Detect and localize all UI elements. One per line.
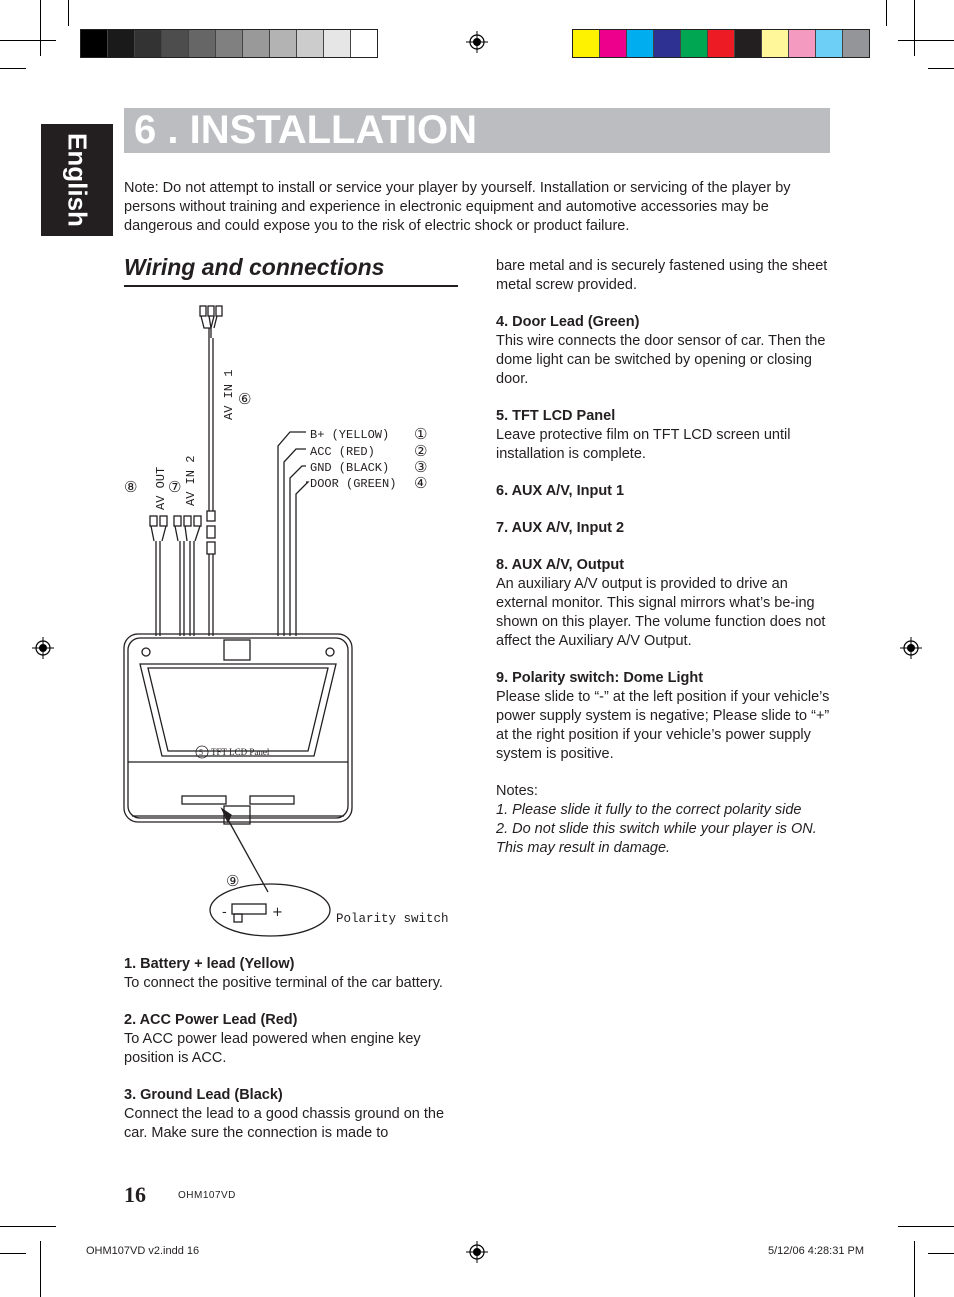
av-in2-label: AV IN 2 — [184, 455, 198, 506]
gray-swatch — [189, 30, 216, 57]
gray-swatch — [297, 30, 324, 57]
gray-swatch — [81, 30, 108, 57]
section-heading: Wiring and connections — [124, 254, 385, 280]
crop-mark — [886, 0, 887, 26]
page-title: 6 . INSTALLATION — [134, 108, 477, 152]
panel-callout-5: 5 — [199, 748, 203, 757]
item-1: 1. Battery + lead (Yellow) To connect the positive terminal of the car battery. — [124, 956, 443, 991]
crop-mark — [914, 1241, 915, 1297]
callout-7: ⑦ — [168, 478, 182, 496]
item-2: 2. ACC Power Lead (Red) To ACC power lead powered when engine key position is ACC. — [124, 1012, 421, 1066]
registration-mark-icon — [900, 637, 922, 659]
wire-label-green: DOOR (GREEN) — [310, 477, 397, 491]
model-number: OHM107VD — [178, 1190, 236, 1201]
title-bar — [124, 108, 830, 153]
wire-label-red: ACC (RED) — [310, 445, 375, 459]
gray-swatch — [108, 30, 135, 57]
crop-mark — [898, 40, 954, 41]
av-in1-label: AV IN 1 — [222, 369, 236, 420]
slug-file: OHM107VD v2.indd 16 — [86, 1245, 200, 1257]
color-swatch — [816, 30, 843, 57]
wire-number-2: ② — [414, 442, 428, 460]
color-swatch — [681, 30, 708, 57]
color-swatch — [762, 30, 789, 57]
wire-number-4: ④ — [414, 474, 428, 492]
gray-swatch — [243, 30, 270, 57]
crop-mark — [898, 1226, 954, 1227]
callout-6: ⑥ — [238, 390, 252, 408]
wire-label-black: GND (BLACK) — [310, 461, 390, 475]
color-swatch — [789, 30, 816, 57]
item-8: 8. AUX A/V, Output An auxiliary A/V output is provided to drive an external monitor. This signal mirrors what’s be-ing shown on this player. The volume function does not affect the Auxiliary A/V Output. — [496, 557, 826, 649]
crop-mark — [928, 1253, 954, 1254]
color-swatch — [627, 30, 654, 57]
color-swatch — [843, 30, 869, 57]
color-swatch — [708, 30, 735, 57]
gray-swatch — [135, 30, 162, 57]
crop-mark — [0, 40, 56, 41]
heading-rule — [124, 285, 458, 287]
minus-sign: - — [222, 905, 227, 920]
note-1: 1. Please slide it fully to the correct polarity side — [496, 802, 802, 818]
plus-sign: + — [272, 905, 283, 920]
crop-mark — [68, 0, 69, 26]
item-3: 3. Ground Lead (Black) Connect the lead to a good chassis ground on the car. Make sure the connection is made to — [124, 1087, 445, 1141]
item-9: 9. Polarity switch: Dome Light Please slide to “-” at the left position if your vehicle’s power supply system is negative; Please slide to “+” at the right position if your vehicle’s power supply system is positive. — [496, 670, 830, 762]
color-swatch — [573, 30, 600, 57]
page-number: 16 — [124, 1182, 146, 1207]
wire-number-3: ③ — [414, 458, 428, 476]
gray-swatch — [351, 30, 377, 57]
gray-swatch — [216, 30, 243, 57]
wiring-diagram — [118, 296, 468, 942]
crop-mark — [0, 68, 26, 69]
crop-mark — [928, 68, 954, 69]
gray-swatch — [162, 30, 189, 57]
item-6: 6. AUX A/V, Input 1 — [496, 483, 625, 499]
color-swatch — [735, 30, 762, 57]
crop-mark — [0, 1226, 56, 1227]
gray-swatch — [324, 30, 351, 57]
crop-mark — [40, 1241, 41, 1297]
polarity-switch-label: Polarity switch — [336, 912, 449, 926]
gray-swatch — [270, 30, 297, 57]
registration-mark-icon — [466, 31, 488, 53]
gray-scale-bar — [80, 29, 378, 58]
crop-mark — [0, 1253, 26, 1254]
item-7: 7. AUX A/V, Input 2 — [496, 520, 625, 536]
notes: Notes: 1. Please slide it fully to the correct polarity side 2. Do not slide this switch while your player is ON. This may result in damage. — [496, 783, 817, 856]
panel-label: TFT LCD Panel — [211, 747, 270, 757]
color-swatch — [654, 30, 681, 57]
av-out-label: AV OUT — [154, 466, 168, 510]
registration-mark-icon — [32, 637, 54, 659]
item-5: 5. TFT LCD Panel Leave protective film on TFT LCD screen until installation is complete. — [496, 408, 791, 462]
crop-mark — [40, 0, 41, 56]
right-column — [496, 257, 832, 858]
color-swatch — [600, 30, 627, 57]
registration-mark-icon — [466, 1241, 488, 1263]
warning-note: Note: Do not attempt to install or service your player by yourself. Installation or servicing of the player by persons without training and experience in electronic equipment and automotive accessories may be dangerous and could expose you to the risk of electric shock or product failure. — [124, 180, 791, 234]
callout-9: ⑨ — [226, 872, 240, 890]
left-column — [124, 955, 454, 1161]
item-3-continued: bare metal and is securely fastened using the sheet metal screw provided. — [496, 258, 828, 293]
wire-number-1: ① — [414, 425, 428, 443]
color-bar — [572, 29, 870, 58]
callout-8: ⑧ — [124, 478, 138, 496]
slug-timestamp: 5/12/06 4:28:31 PM — [768, 1245, 865, 1257]
language-tab-label: English — [62, 133, 93, 227]
wire-label-yellow: B+ (YELLOW) — [310, 428, 390, 442]
note-2: 2. Do not slide this switch while your player is ON. This may result in damage. — [496, 821, 817, 856]
item-4: 4. Door Lead (Green) This wire connects the door sensor of car. Then the dome light can be switched by opening or closing door. — [496, 314, 826, 387]
language-tab — [41, 124, 113, 236]
crop-mark — [914, 0, 915, 56]
